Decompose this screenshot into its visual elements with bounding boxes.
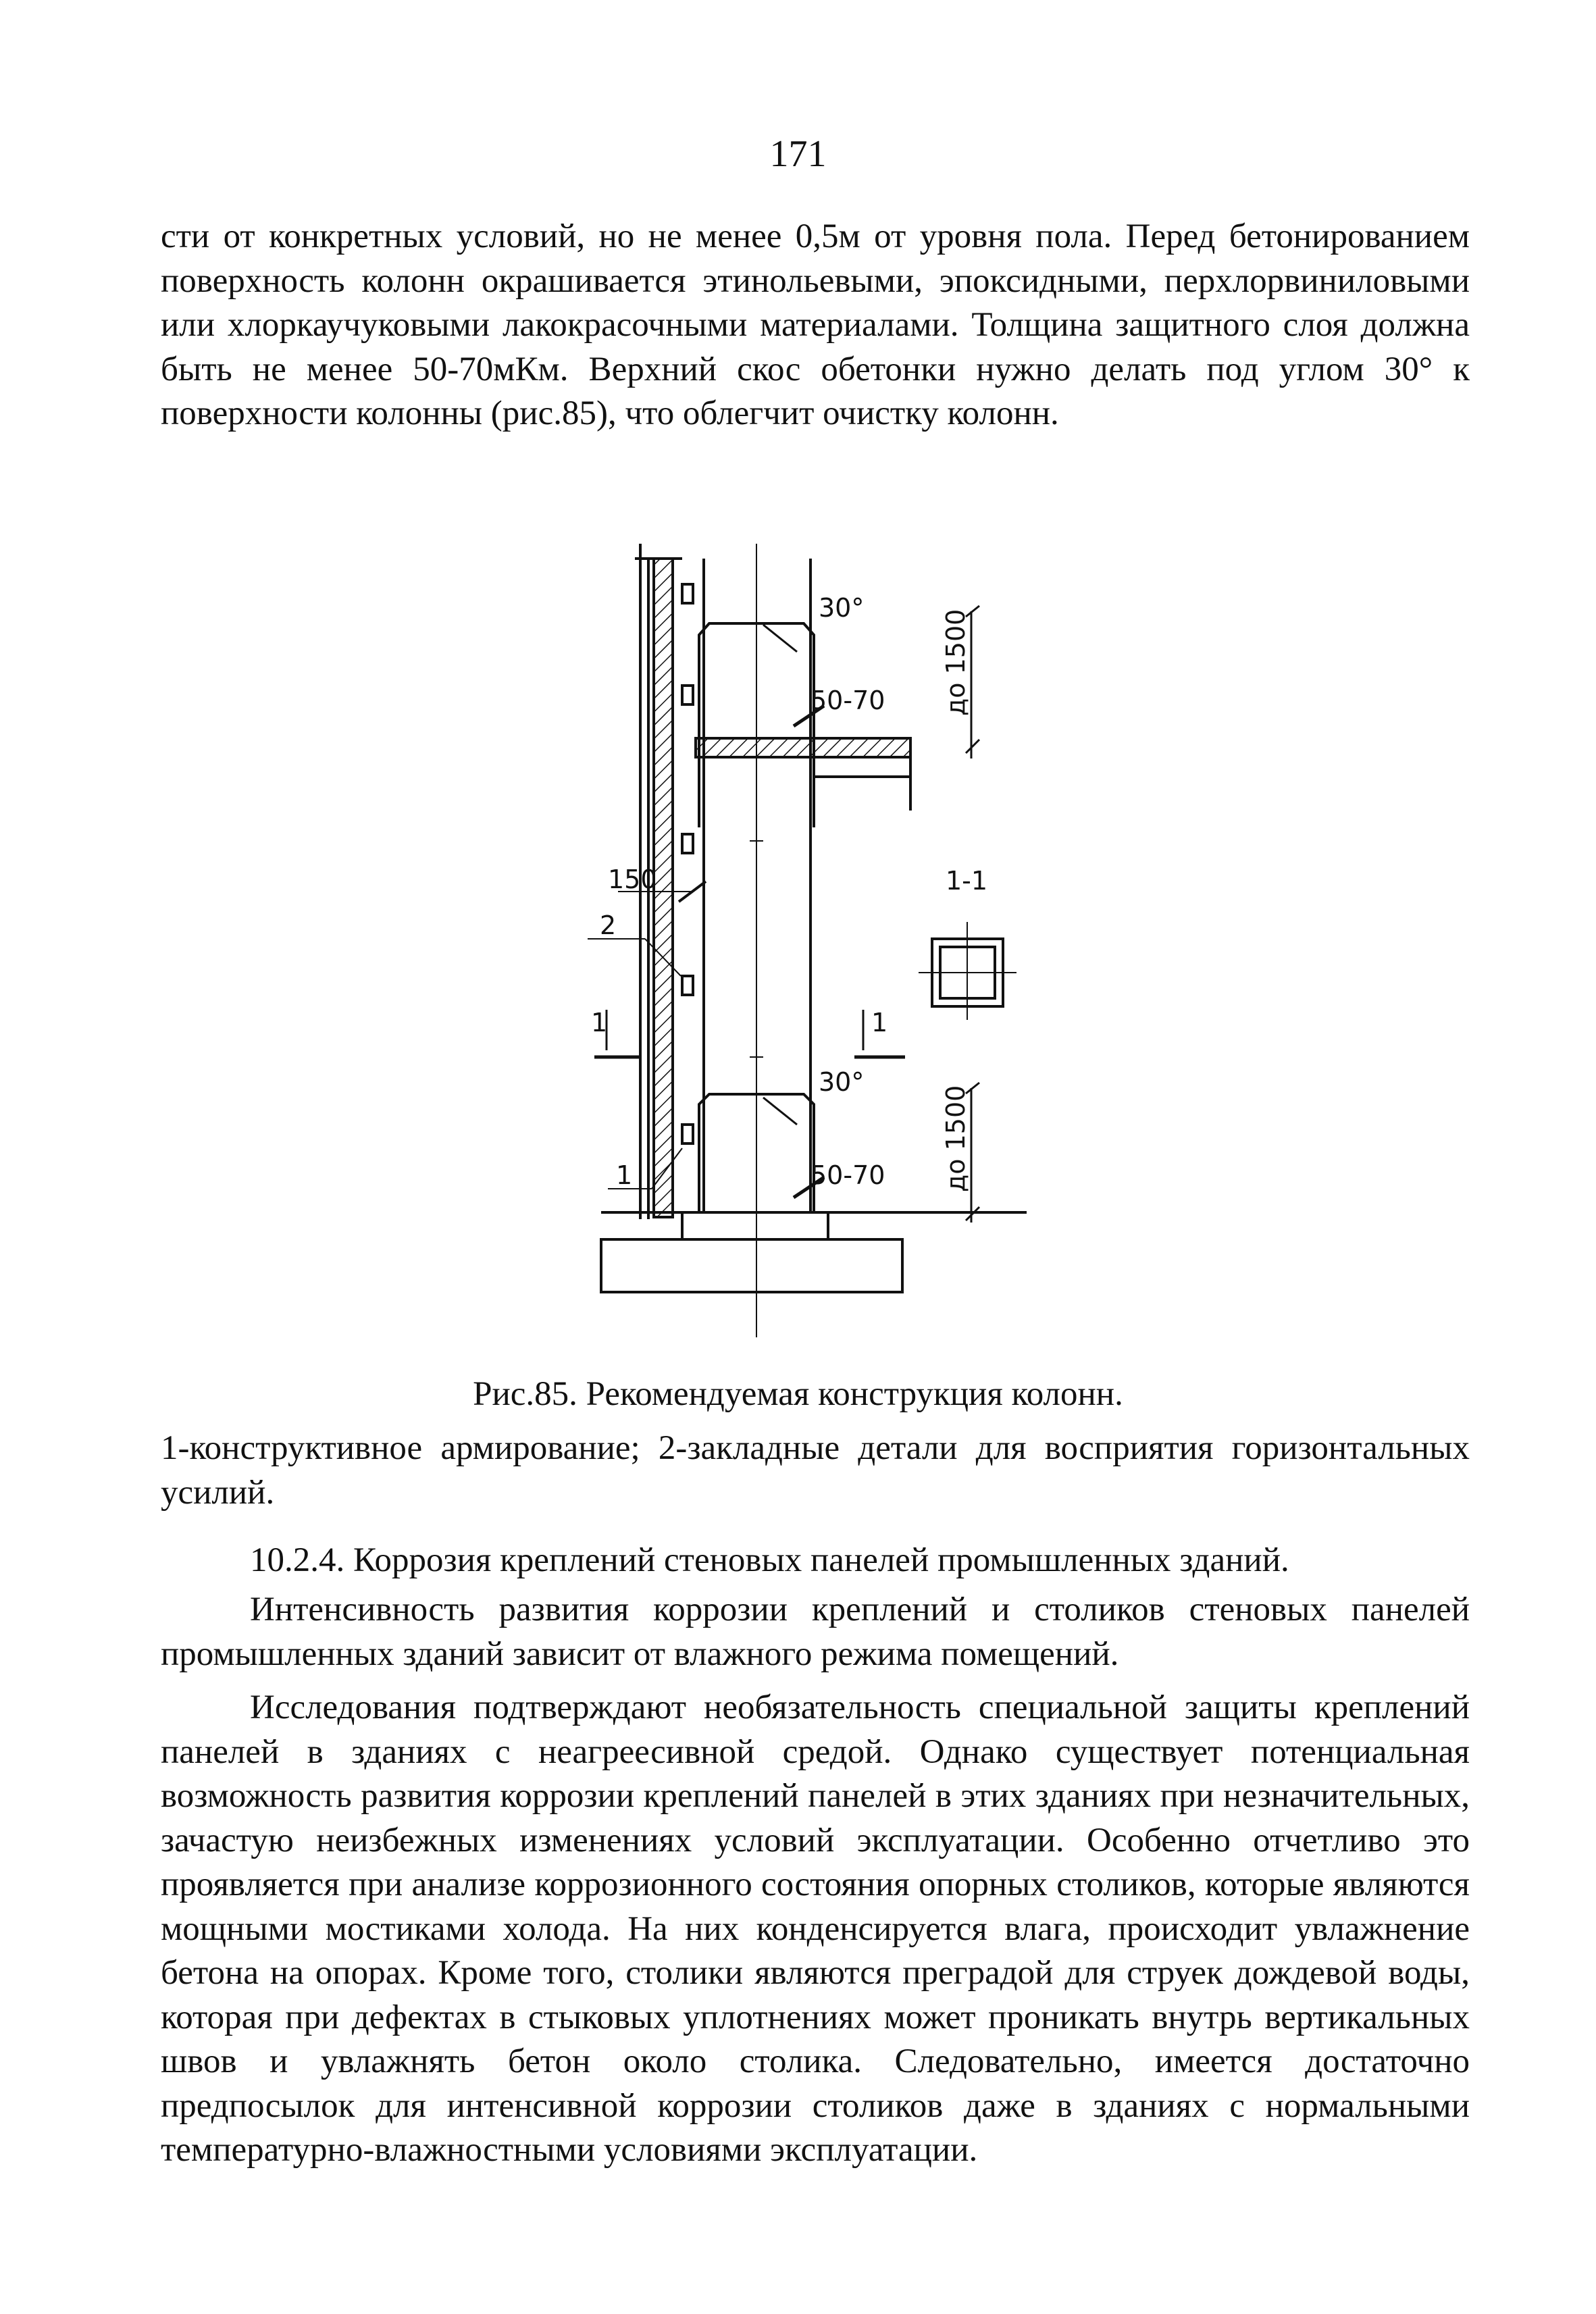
thickness-bottom-label: 50-70	[810, 1160, 885, 1190]
section-title-label: 1-1	[946, 866, 988, 896]
angle-top-label: 30°	[819, 593, 865, 623]
section-mark-right: 1	[871, 1008, 888, 1037]
intro-paragraph: сти от конкретных условий, но не менее 0,5м от уровня пола. Перед бетонированием поверхность колонн окрашивается этинольевыми, эпоксидными, перхлорвиниловыми или хлоркаучуковыми лакокрасочными материалами. Толщина защитного слоя должна быть не менее 50-70мКм. Верхний скос обетонки нужно делать под углом 30° к поверхности колонны (рис.85), что облегчит очистку колонн.	[161, 217, 1470, 432]
section-heading: 10.2.4. Коррозия креплений стеновых панелей промышленных зданий.	[250, 1541, 1289, 1579]
section-paragraph-1: Интенсивность развития коррозии креплений и столиков стеновых панелей промышленных зданий зависит от влажного режима помещений.	[161, 1591, 1470, 1673]
page-number: 171	[769, 133, 827, 175]
callout-2-label: 2	[600, 910, 617, 940]
foundation	[601, 1239, 902, 1292]
thickness-top-label: 50-70	[810, 686, 885, 715]
dimension-150-label: 150	[608, 865, 657, 894]
figure-85	[581, 544, 1027, 1341]
figure-caption-title: Рис.85. Рекомендуемая конструкция колонн.	[473, 1375, 1123, 1413]
height-top-label: до 1500	[941, 609, 971, 716]
height-bottom-label: до 1500	[941, 1085, 971, 1192]
floor-slab	[696, 738, 910, 757]
angle-bottom-label: 30°	[819, 1067, 865, 1097]
column-construction-drawing	[581, 544, 1027, 1337]
section-mark-left: 1	[591, 1008, 608, 1037]
section-paragraph-2: Исследования подтверждают необязательность специальной защиты креплений панелей в зданиях с неагреесивной средой. Однако существует потенциальная возможность развития коррозии креплений панелей в этих зданиях при незначительных, зачастую неизбежных изменениях условий эксплуатации. Особенно отчетливо это проявляется при анализе коррозионного состояния опорных столиков, которые являются мощными мостиками холода. На них конденсируется влага, происходит увлажнение бетона на опорах. Кроме того, столики являются преградой для струек дождевой воды, которая при дефектах в стыковых уплотнениях может проникать внутрь вертикальных швов и увлажнять бетон около столика. Следовательно, имеется достаточно предпосылок для интенсивной коррозии столиков даже в зданиях с нормальными температурно-влажностными условиями эксплуатации.	[161, 1689, 1470, 2169]
figure-caption-legend: 1-конструктивное армирование; 2-закладные детали для восприятия горизонтальных усилий.	[161, 1429, 1470, 1512]
callout-1-label: 1	[616, 1160, 633, 1190]
